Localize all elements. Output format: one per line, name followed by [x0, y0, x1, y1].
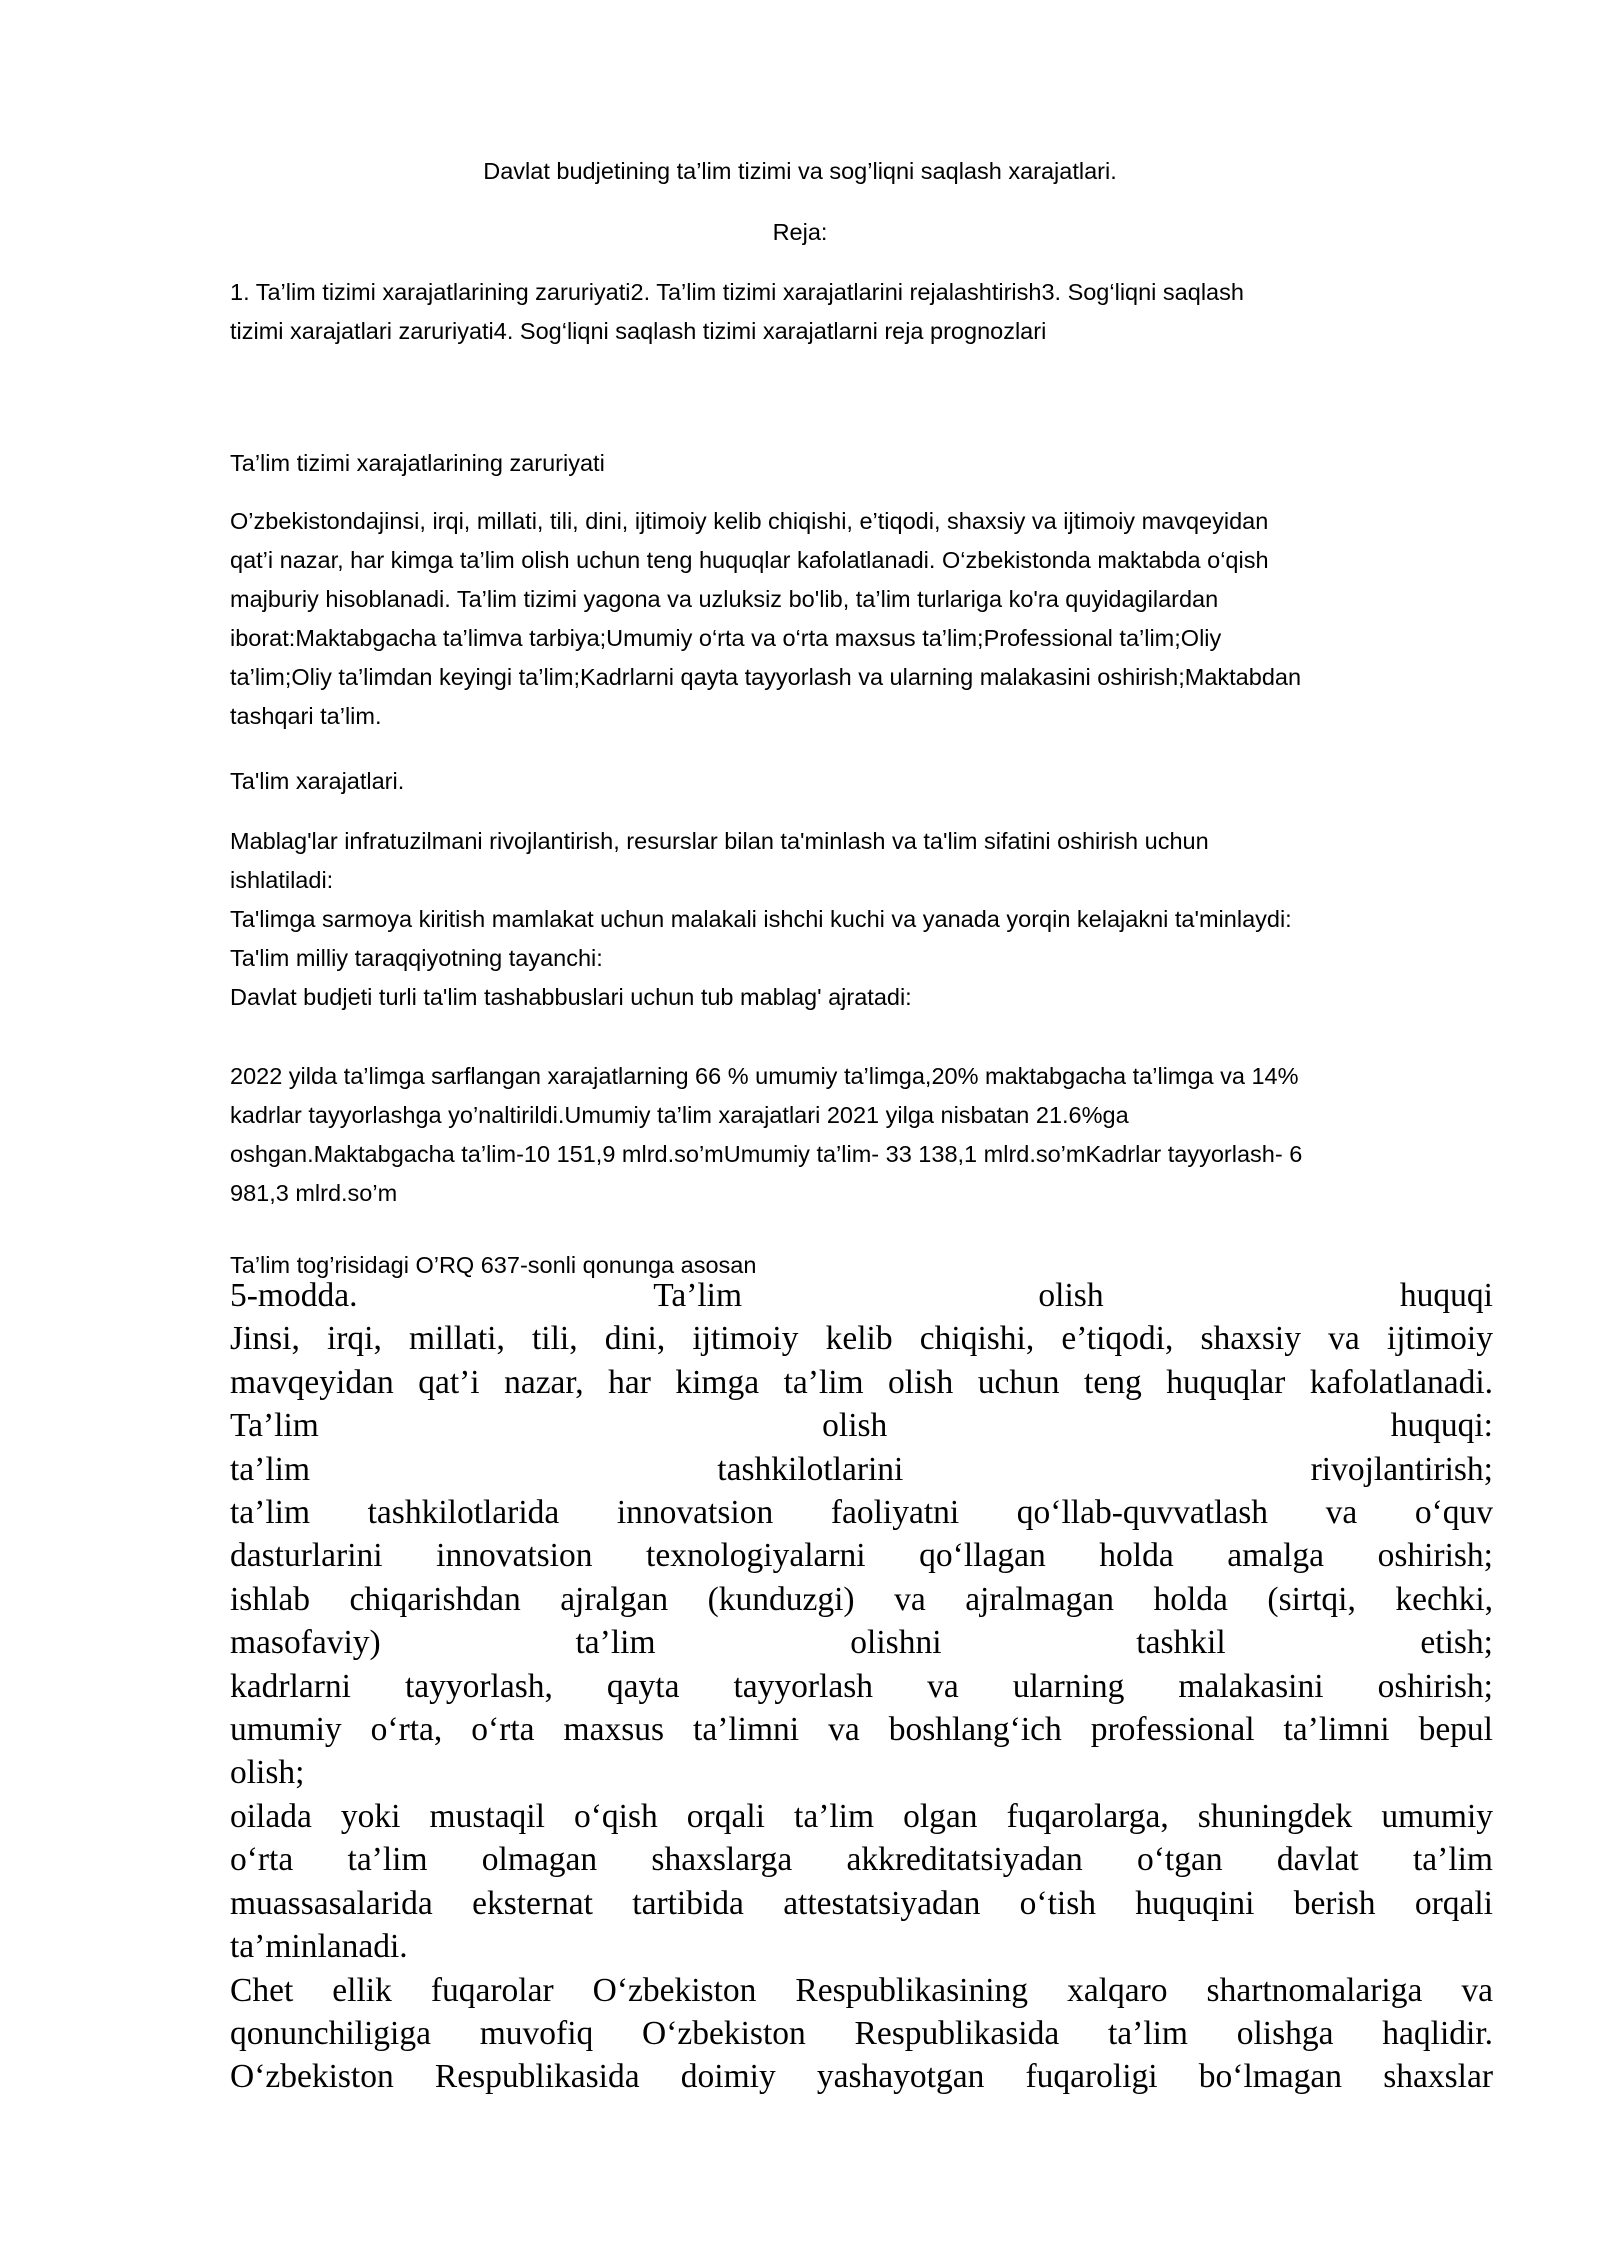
plan-heading: Reja: [772, 219, 828, 245]
text-line: 981,3 mlrd.so’m [230, 1180, 398, 1206]
law-line: oilada yoki mustaqil o‘qish orqali ta’lim olgan fuqarolarga, shuningdek umumiy [230, 1797, 1493, 1835]
plan-line: 1. Ta’lim tizimi xarajatlarining zaruriyati2. Ta’lim tizimi xarajatlarini rejalashtirish3. Sog‘liqni saqlash [230, 279, 1244, 305]
text-line: kadrlar tayyorlashga yo’naltirildi.Umumiy ta’lim xarajatlari 2021 yilga nisbatan 21.6%ga [230, 1102, 1129, 1128]
text-line: Ta'lim milliy taraqqiyotning tayanchi: [230, 945, 603, 971]
law-line: masofaviy) ta’lim olishni tashkil etish; [230, 1624, 1493, 1662]
document-title: Davlat budjetining ta’lim tizimi va sog’liqni saqlash xarajatlari. [483, 158, 1117, 184]
law-line: dasturlarini innovatsion texnologiyalarni qo‘llagan holda amalga oshirish; [230, 1537, 1493, 1575]
law-line: 5-modda. Ta’lim olish huquqi [230, 1277, 1493, 1314]
text-line: tashqari ta’lim. [230, 703, 382, 729]
law-line: ta’lim tashkilotlarini rivojlantirish; [230, 1450, 1493, 1488]
law-line: muassasalarida eksternat tartibida attestatsiyadan o‘tish huquqini berish orqali [230, 1884, 1493, 1922]
text-line: Davlat budjeti turli ta'lim tashabbuslari uchun tub mablag' ajratadi: [230, 984, 912, 1010]
text-line: qat’i nazar, har kimga ta’lim olish uchun teng huquqlar kafolatlanadi. O‘zbekistonda maktabda o‘qish [230, 547, 1269, 573]
paragraph [230, 822, 1493, 1017]
text-line: ta’lim;Oliy ta’limdan keyingi ta’lim;Kadrlarni qayta tayyorlash va ularning malakasini oshirish;Maktabdan [230, 664, 1302, 690]
law-line: ta’lim tashkilotlarida innovatsion faoliyatni qo‘llab-quvvatlash va o‘quv [230, 1494, 1493, 1532]
law-line: Ta’lim olish huquqi: [230, 1407, 1493, 1445]
text-line: O’zbekistondajinsi, irqi, millati, tili, dini, ijtimoiy kelib chiqishi, e’tiqodi, shaxsiy va ijtimoiy mavqeyidan [230, 508, 1269, 534]
law-caption: Ta’lim tog’risidagi O’RQ 637-sonli qonunga asosan [230, 1252, 757, 1278]
law-line: Chet ellik fuqarolar O‘zbekiston Respublikasining xalqaro shartnomalariga va [230, 1971, 1493, 2009]
text-line: ishlatiladi: [230, 867, 334, 893]
law-article [230, 1274, 1493, 2099]
plan-list [230, 273, 1493, 351]
law-line: ishlab chiqarishdan ajralgan (kunduzgi) va ajralmagan holda (sirtqi, kechki, [230, 1580, 1493, 1618]
paragraph [230, 502, 1493, 736]
text-line: majburiy hisoblanadi. Ta’lim tizimi yagona va uzluksiz bo'lib, ta’lim turlariga ko'ra quyidagilardan [230, 586, 1219, 612]
law-line: qonunchiligiga muvofiq O‘zbekiston Respublikasida ta’lim olishga haqlidir. [230, 2014, 1493, 2052]
law-line: o‘rta ta’lim olmagan shaxslarga akkreditatsiyadan o‘tgan davlat ta’lim [230, 1841, 1493, 1879]
law-line: kadrlarni tayyorlash, qayta tayyorlash va ularning malakasini oshirish; [230, 1667, 1493, 1705]
law-line: umumiy o‘rta, o‘rta maxsus ta’limni va boshlang‘ich professional ta’limni bepul [230, 1711, 1493, 1749]
law-line: Jinsi, irqi, millati, tili, dini, ijtimoiy kelib chiqishi, e’tiqodi, shaxsiy va ijtimoiy [230, 1320, 1493, 1358]
law-line: mavqeyidan qat’i nazar, har kimga ta’lim olish uchun teng huquqlar kafolatlanadi. [230, 1363, 1493, 1401]
text-line: oshgan.Maktabgacha ta’lim-10 151,9 mlrd.so’mUmumiy ta’lim- 33 138,1 mlrd.so’mKadrlar tayyorlash- 6 [230, 1141, 1303, 1167]
section-heading: Ta’lim tizimi xarajatlarining zaruriyati [230, 450, 605, 476]
text-line: Ta'limga sarmoya kiritish mamlakat uchun malakali ishchi kuchi va yanada yorqin kelajakni ta'minlaydi: [230, 906, 1292, 932]
plan-line: tizimi xarajatlari zaruriyati4. Sog‘liqni saqlash tizimi xarajatlarni reja prognozlari [230, 318, 1047, 344]
paragraph [230, 1057, 1493, 1213]
law-line: ta’minlanadi. [230, 1928, 408, 1966]
law-line: O‘zbekiston Respublikasida doimiy yashayotgan fuqaroligi bo‘lmagan shaxslar [230, 2058, 1493, 2096]
text-line: 2022 yilda ta’limga sarflangan xarajatlarning 66 % umumiy ta’limga,20% maktabgacha ta’limga va 14% [230, 1063, 1299, 1089]
text-line: Mablag'lar infratuzilmani rivojlantirish, resurslar bilan ta'minlash va ta'lim sifatini oshirish uchun [230, 828, 1209, 854]
text-line: iborat:Maktabgacha ta’limva tarbiya;Umumiy o‘rta va o‘rta maxsus ta’lim;Professional ta’lim;Oliy [230, 625, 1222, 651]
law-line: olish; [230, 1754, 305, 1792]
section-heading: Ta'lim xarajatlari. [230, 768, 405, 794]
